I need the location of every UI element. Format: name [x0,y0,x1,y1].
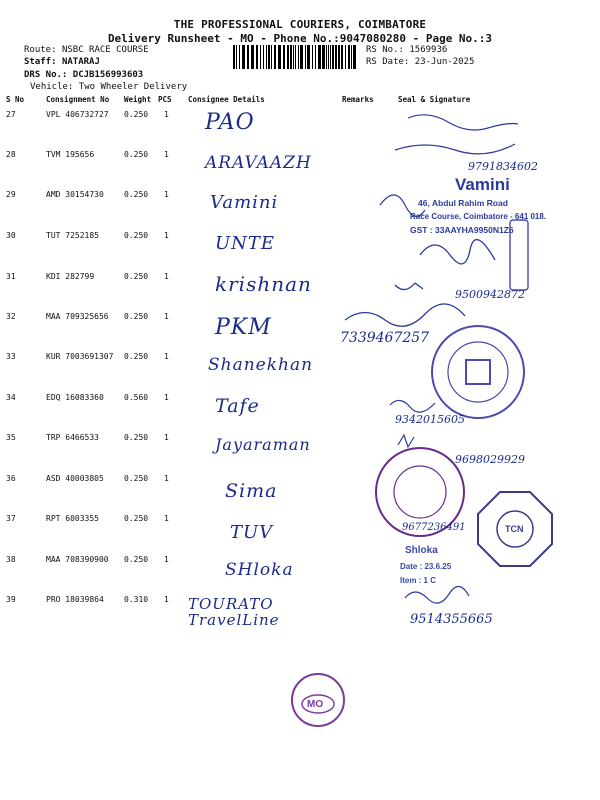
col-pcs: PCS [158,95,172,104]
rs-date-info: RS Date: 23-Jun-2025 [366,57,475,67]
handwritten-name: Sima [225,480,278,502]
row-sno: 33 [6,352,16,361]
row-consignment: KDI 282799 [46,272,95,281]
row-weight: 0.250 [124,272,149,281]
row-sno: 39 [6,595,16,604]
shloka-stamp-date: Date : 23.6.25 [400,562,452,571]
row-sno: 38 [6,555,16,564]
signature-phone: 9791834602 [468,160,538,173]
vehicle-info: Vehicle: Two Wheeler Delivery [30,82,188,92]
handwritten-name: PAO [205,110,255,135]
handwritten-name: Vamini [210,192,279,213]
row-pcs: 1 [164,474,169,483]
handwritten-name: Shanekhan [208,355,314,375]
vamini-stamp-addr2: Race Course, Coimbatore - 641 018. [410,212,547,221]
handwritten-name: UNTE [215,233,276,254]
row-pcs: 1 [164,150,169,159]
row-sno: 34 [6,393,16,402]
row-pcs: 1 [164,272,169,281]
row-pcs: 1 [164,393,169,402]
row-weight: 0.250 [124,555,149,564]
row-sno: 29 [6,190,16,199]
drs-info: DRS No.: DCJB156993603 [24,70,144,80]
handwritten-name: PKM [215,315,272,340]
row-weight: 0.250 [124,474,149,483]
row-consignment: ASD 40003805 [46,474,104,483]
mo-stamp-text: MO [307,699,324,710]
handwritten-name: TOURATO TravelLine [188,595,280,629]
row-consignment: VPL 406732727 [46,110,109,119]
row-weight: 0.250 [124,190,149,199]
row-pcs: 1 [164,433,169,442]
signature-phone: 9698029929 [455,453,525,466]
route-info: Route: NSBC RACE COURSE [24,45,149,55]
vamini-stamp-gst: GST : 33AAYHA9950N1Z6 [410,225,514,235]
signature-phone: 9677236491 [402,522,466,533]
row-consignment: TRP 6466533 [46,433,99,442]
handwritten-name: TUV [230,522,274,543]
handwritten-name: krishnan [215,272,312,296]
tcn-stamp-text: TCN [505,524,524,534]
row-weight: 0.250 [124,514,149,523]
signature-phone: 9514355665 [410,612,493,627]
row-consignment: TVM 195656 [46,150,95,159]
col-consignee: Consignee Details [188,95,265,104]
vamini-stamp-name: Vamini [455,175,510,194]
row-weight: 0.250 [124,433,149,442]
row-consignment: KUR 7003691307 [46,352,114,361]
shloka-stamp-name: Shloka [405,545,438,556]
row-weight: 0.310 [124,595,149,604]
row-pcs: 1 [164,190,169,199]
row-sno: 28 [6,150,16,159]
row-weight: 0.250 [124,150,149,159]
handwritten-name: ARAVAAZH [205,153,312,173]
col-remarks: Remarks [342,95,374,104]
row-sno: 37 [6,514,16,523]
row-weight: 0.250 [124,352,149,361]
row-consignment: MAA 709325656 [46,312,109,321]
row-consignment: RPT 6003355 [46,514,99,523]
handwritten-name: Jayaraman [215,435,311,454]
col-seal: Seal & Signature [398,95,471,104]
col-sno: S No [6,95,25,104]
row-pcs: 1 [164,595,169,604]
row-weight: 0.250 [124,110,149,119]
row-pcs: 1 [164,514,169,523]
document-subtitle: Delivery Runsheet - MO - Phone No.:9047080280 - Page No.:3 [107,32,493,45]
row-pcs: 1 [164,312,169,321]
col-weight: Weight [124,95,152,104]
signature-phone: 9342015605 [395,413,465,426]
signature-phone: 7339467257 [340,330,430,346]
row-consignment: AMD 30154730 [46,190,104,199]
row-weight: 0.560 [124,393,149,402]
rs-no-info: RS No.: 1569936 [366,45,448,55]
staff-info: Staff: NATARAJ [24,57,100,67]
handwritten-name: Tafe [215,395,260,417]
row-pcs: 1 [164,555,169,564]
row-weight: 0.250 [124,312,149,321]
row-consignment: TUT 7252185 [46,231,99,240]
row-sno: 36 [6,474,16,483]
row-sno: 32 [6,312,16,321]
row-consignment: PRO 18039864 [46,595,104,604]
signature-phone: 9500942872 [455,288,525,301]
row-pcs: 1 [164,231,169,240]
document-title: THE PROFESSIONAL COURIERS, COIMBATORE [173,18,427,31]
row-consignment: EDQ 16083360 [46,393,104,402]
row-pcs: 1 [164,110,169,119]
vamini-stamp-addr1: 46, Abdul Rahim Road [418,198,508,208]
row-weight: 0.250 [124,231,149,240]
row-sno: 35 [6,433,16,442]
col-consignment: Consignment No [46,95,110,104]
sharpthan-seal [432,326,524,418]
row-pcs: 1 [164,352,169,361]
handwritten-name: SHloka [225,560,294,580]
row-consignment: MAA 708390900 [46,555,109,564]
shloka-stamp-item: Item : 1 C [400,576,437,585]
row-sno: 30 [6,231,16,240]
row-sno: 27 [6,110,16,119]
row-sno: 31 [6,272,16,281]
